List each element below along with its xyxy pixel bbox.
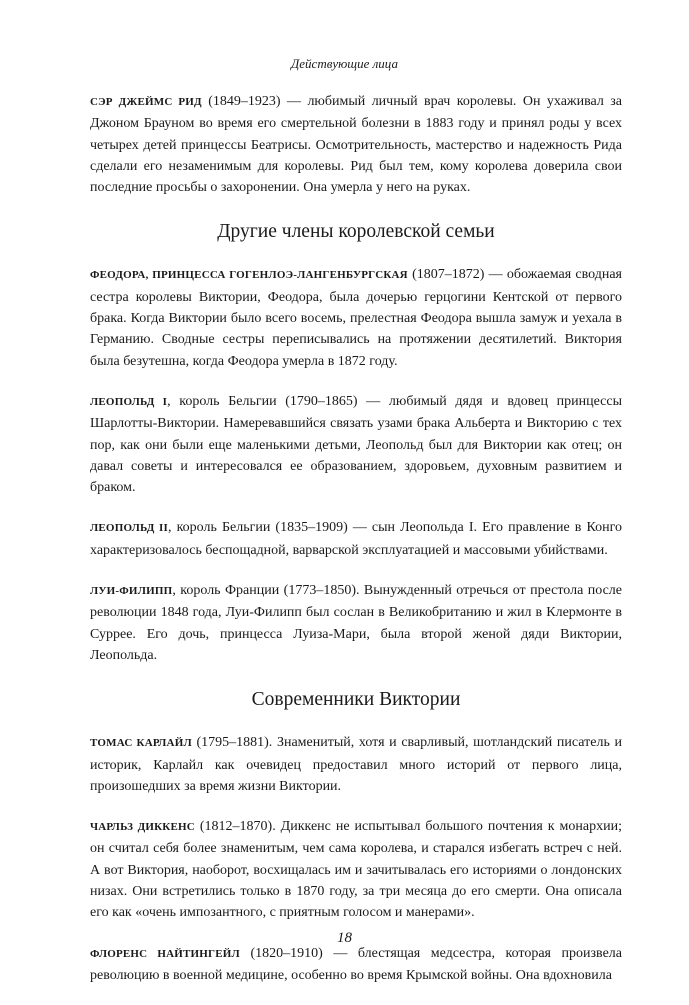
entry-nightingale bbox=[90, 943, 622, 987]
entry-dickens bbox=[90, 816, 622, 923]
section-title-royal-family: Другие члены королевской семьи bbox=[217, 221, 495, 243]
entry-name: ЛУИ-ФИЛИПП bbox=[90, 585, 173, 598]
entry-name: ЛЕОПОЛЬД I bbox=[90, 395, 168, 408]
section-title-contemporaries: Современники Виктории bbox=[251, 689, 461, 711]
entry-text: (1849–1923) — любимый личный врач королевы. Он ухаживал за Джоном Брауном во время его смертельной болезни в 1883 году и принял роды у всех четырех детей принцессы Беатрисы. Осмотрительность, мастерство и надежность Рида сделали его незаменимым для королевы. Рид был тем, кому королева доверила свои последние просьбы о захоронении. Она умерла у него на руках. bbox=[90, 94, 622, 196]
entry-feodora bbox=[90, 264, 622, 371]
entry-text: (1807–1872) — обожаемая сводная сестра королевы Виктории, Феодора, была дочерью герцогини Кентской от первого брака. Когда Виктории было всего восемь, прелестная Феодора вышла замуж и уехала в Германию. Сводные сестры переписывались на протяжении десятилетий. Виктория была безутешна, когда Феодора умерла в 1872 году. bbox=[90, 267, 622, 369]
entry-name: ФЕОДОРА, ПРИНЦЕССА ГОГЕНЛОЭ-ЛАНГЕНБУРГСКАЯ bbox=[90, 269, 408, 282]
running-head: Действующие лица bbox=[291, 56, 398, 71]
entry-text: (1812–1870). Диккенс не испытывал большого почтения к монархии; он считал себя более знаменитым, чем сама королева, и старался избегать встреч с ней. А вот Виктория, наоборот, восхищалась им и зачитывалась его историями о лондонских низах. Они встретились только в 1870 году, за три месяца до его смерти. Она описала его как «очень импозантного, с приятным голосом и манерами». bbox=[90, 819, 623, 921]
entry-name: ЛЕОПОЛЬД II bbox=[90, 522, 168, 535]
entry-carlyle bbox=[90, 732, 622, 797]
entry-text: , король Бельгии (1790–1865) — любимый дядя и вдовец принцессы Шарлотты-Виктории. Намеревавшийся связать узами брака Альберта и Викторию с тех пор, как они были еще маленькими детьми, Леопольд был для Виктории как отец; он давал советы и интересовался ее образованием, здоровьем, духовным развитием и браком. bbox=[90, 393, 622, 496]
entry-name: ФЛОРЕНС НАЙТИНГЕЙЛ bbox=[90, 947, 240, 960]
entry-reid bbox=[90, 91, 622, 198]
entry-text: , король Франции (1773–1850). Вынужденный отречься от престола после революции 1848 года, Луи-Филипп был сослан в Великобританию и жил в Клермонте в Суррее. Его дочь, принцесса Луиза-Мари, была второй женой дяди Виктории, Леопольда. bbox=[90, 583, 622, 663]
entry-text: , король Бельгии (1835–1909) — сын Леопольда I. Его правление в Конго характеризовалось беспощадной, варварской эксплуатацией и массовыми убийствами. bbox=[90, 520, 622, 558]
entry-leopold-1 bbox=[90, 391, 622, 498]
entry-text: (1820–1910) — блестящая медсестра, которая произвела революцию в военной медицине, особенно во время Крымской войны. Она вдохновила bbox=[90, 945, 622, 983]
page-body bbox=[90, 91, 622, 1005]
entry-name: ТОМАС КАРЛАЙЛ bbox=[90, 737, 192, 750]
entry-leopold-2 bbox=[90, 517, 622, 561]
page-number: 18 bbox=[337, 930, 352, 946]
entry-text: (1795–1881). Знаменитый, хотя и сварливый, шотландский писатель и историк, Карлайл как очевидец предоставил много историй от первого лица, произошедших за время жизни Виктории. bbox=[90, 735, 622, 794]
entry-louis-philippe bbox=[90, 580, 622, 666]
entry-name: СЭР ДЖЕЙМС РИД bbox=[90, 96, 202, 108]
entry-name: ЧАРЛЬЗ ДИККЕНС bbox=[90, 821, 195, 834]
